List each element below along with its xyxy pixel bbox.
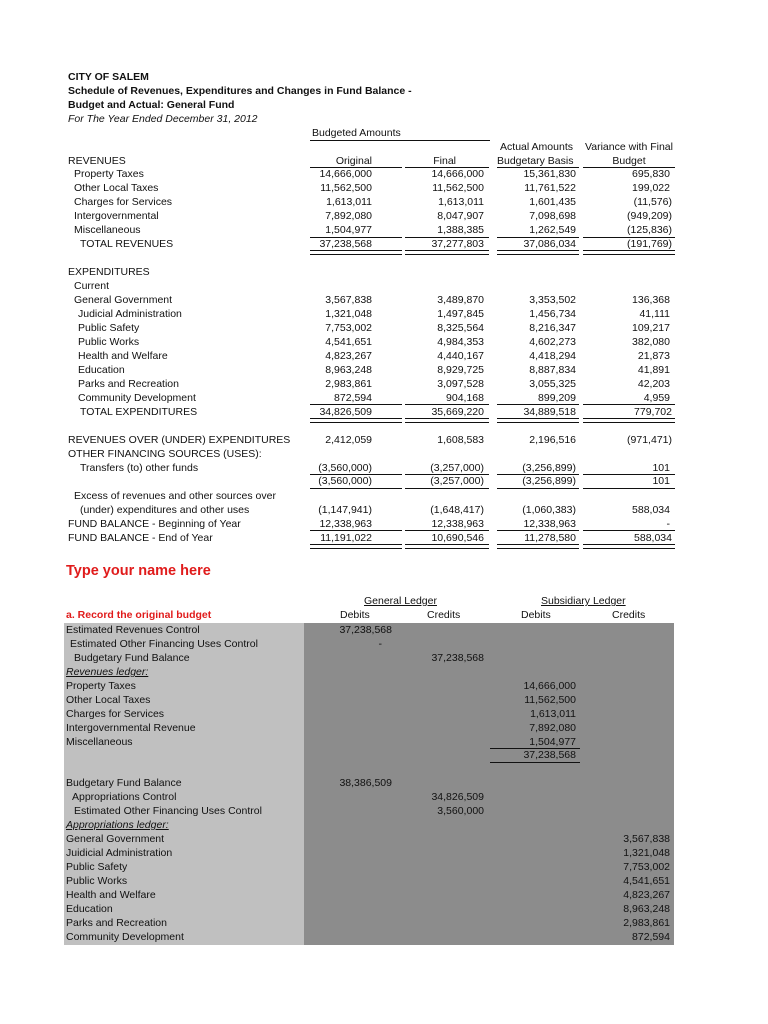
over-under-row: REVENUES OVER (UNDER) EXPENDITURES 2,412,059 1,608,583 2,196,516 (971,471) bbox=[68, 434, 672, 446]
total-expenditures-row: TOTAL EXPENDITURES 34,826,509 35,669,220 34,889,518 779,702 bbox=[80, 406, 672, 418]
rule bbox=[497, 488, 579, 489]
expenditure-row: Judicial Administration 1,321,048 1,497,845 1,456,734 41,111 bbox=[78, 308, 670, 320]
original-header: Original bbox=[335, 155, 372, 167]
revenue-row: Property Taxes 14,666,000 14,666,000 15,361,830 695,830 bbox=[74, 168, 670, 180]
sl-credits-header: Credits bbox=[612, 609, 646, 621]
rev-ledger-total-row: 37,238,568 bbox=[523, 749, 576, 761]
revenue-row: Miscellaneous 1,504,977 1,388,385 1,262,549 (125,836) bbox=[74, 224, 672, 236]
variance-header-2: Budget bbox=[612, 155, 646, 167]
double-rule bbox=[583, 544, 675, 549]
expenditure-row: Public Works 4,541,651 4,984,353 4,602,273 382,080 bbox=[78, 336, 670, 348]
rule bbox=[583, 488, 675, 489]
journal-row: Miscellaneous 1,504,977 bbox=[66, 736, 576, 748]
budgeted-amounts-header: Budgeted Amounts bbox=[312, 127, 401, 139]
journal-row: Estimated Revenues Control 37,238,568 bbox=[66, 624, 392, 636]
other-financing-total-row: (3,560,000) (3,257,000) (3,256,899) 101 bbox=[318, 475, 670, 487]
transfers-row: Transfers (to) other funds (3,560,000) (3,257,000) (3,256,899) 101 bbox=[80, 462, 670, 474]
journal-row: Charges for Services 1,613,011 bbox=[66, 708, 576, 720]
expenditures-heading: EXPENDITURES bbox=[68, 266, 150, 278]
journal-row: Budgetary Fund Balance 38,386,509 bbox=[66, 777, 392, 789]
expenditure-row: Public Safety 7,753,002 8,325,564 8,216,347 109,217 bbox=[78, 322, 670, 334]
other-financing-heading: OTHER FINANCING SOURCES (USES): bbox=[68, 448, 262, 460]
journal-row: Intergovernmental Revenue 7,892,080 bbox=[66, 722, 576, 734]
gl-credits-header: Credits bbox=[427, 609, 461, 621]
journal-row: Budgetary Fund Balance 37,238,568 bbox=[74, 652, 484, 664]
sl-debits-header: Debits bbox=[521, 609, 551, 621]
journal-row: Community Development 872,594 bbox=[66, 931, 670, 943]
journal-row: Education 8,963,248 bbox=[66, 903, 670, 915]
journal-row: Public Works 4,541,651 bbox=[66, 875, 670, 887]
final-header: Final bbox=[433, 155, 456, 167]
current-heading: Current bbox=[74, 280, 110, 292]
subsidiary-ledger-header: Subsidiary Ledger bbox=[541, 595, 626, 607]
journal-row: Appropriations Control 34,826,509 bbox=[72, 791, 484, 803]
report-period: For The Year Ended December 31, 2012 bbox=[68, 113, 258, 125]
budgeted-underline bbox=[310, 140, 490, 141]
total-revenues-row: TOTAL REVENUES 37,238,568 37,277,803 37,086,034 (191,769) bbox=[80, 238, 672, 250]
expenditure-row: General Government 3,567,838 3,489,870 3,353,502 136,368 bbox=[74, 294, 670, 306]
double-rule bbox=[310, 250, 402, 255]
revenues-ledger-label: Revenues ledger: bbox=[66, 666, 149, 678]
revenues-heading: REVENUES bbox=[68, 155, 126, 167]
double-rule bbox=[310, 418, 402, 423]
expenditure-row: Community Development 872,594 904,168 899,209 4,959 bbox=[78, 392, 670, 404]
revenue-row: Other Local Taxes 11,562,500 11,562,500 11,761,522 199,022 bbox=[74, 182, 670, 194]
double-rule bbox=[497, 544, 579, 549]
excess-label-1: Excess of revenues and other sources over bbox=[74, 490, 276, 502]
journal-row: Property Taxes 14,666,000 bbox=[66, 680, 576, 692]
gl-debits-header: Debits bbox=[340, 609, 370, 621]
journal-row: Public Safety 7,753,002 bbox=[66, 861, 670, 873]
journal-row: Parks and Recreation 2,983,861 bbox=[66, 917, 670, 929]
double-rule bbox=[583, 250, 675, 255]
appropriations-ledger-label: Appropriations ledger: bbox=[66, 819, 169, 831]
report-subtitle: Budget and Actual: General Fund bbox=[68, 99, 235, 111]
journal-row: Other Local Taxes 11,562,500 bbox=[66, 694, 576, 706]
double-rule bbox=[583, 418, 675, 423]
rule bbox=[405, 488, 489, 489]
revenue-row: Charges for Services 1,613,011 1,613,011 1,601,435 (11,576) bbox=[74, 196, 672, 208]
journal-row: Juidicial Administration 1,321,048 bbox=[66, 847, 670, 859]
double-rule bbox=[310, 544, 402, 549]
journal-row: Estimated Other Financing Uses Control 3,560,000 bbox=[74, 805, 484, 817]
excess-row: (under) expenditures and other uses (1,147,941) (1,648,417) (1,060,383) 588,034 bbox=[80, 504, 670, 516]
name-prompt[interactable]: Type your name here bbox=[66, 563, 211, 579]
fund-begin-row: FUND BALANCE - Beginning of Year 12,338,963 12,338,963 12,338,963 - bbox=[68, 518, 670, 530]
journal-row: Health and Welfare 4,823,267 bbox=[66, 889, 670, 901]
actual-header-1: Actual Amounts bbox=[500, 141, 573, 153]
double-rule bbox=[405, 544, 489, 549]
expenditure-row: Parks and Recreation 2,983,861 3,097,528 3,055,325 42,203 bbox=[78, 378, 670, 390]
double-rule bbox=[405, 250, 489, 255]
fund-end-row: FUND BALANCE - End of Year 11,191,022 10,690,546 11,278,580 588,034 bbox=[68, 532, 672, 544]
expenditure-row: Health and Welfare 4,823,267 4,440,167 4,418,294 21,873 bbox=[78, 350, 670, 362]
rule bbox=[490, 762, 580, 763]
journal-row: Estimated Other Financing Uses Control - bbox=[70, 638, 382, 650]
journal-row: General Government 3,567,838 bbox=[66, 833, 670, 845]
general-ledger-header: General Ledger bbox=[364, 595, 437, 607]
expenditure-row: Education 8,963,248 8,929,725 8,887,834 41,891 bbox=[78, 364, 670, 376]
rule bbox=[310, 488, 402, 489]
double-rule bbox=[497, 250, 579, 255]
report-title: Schedule of Revenues, Expenditures and Changes in Fund Balance - bbox=[68, 85, 412, 97]
city-name: CITY OF SALEM bbox=[68, 71, 149, 83]
double-rule bbox=[405, 418, 489, 423]
revenue-row: Intergovernmental 7,892,080 8,047,907 7,098,698 (949,209) bbox=[74, 210, 672, 222]
actual-header-2: Budgetary Basis bbox=[497, 155, 574, 167]
variance-header-1: Variance with Final bbox=[585, 141, 673, 153]
double-rule bbox=[497, 418, 579, 423]
section-a-label: a. Record the original budget bbox=[66, 609, 212, 621]
